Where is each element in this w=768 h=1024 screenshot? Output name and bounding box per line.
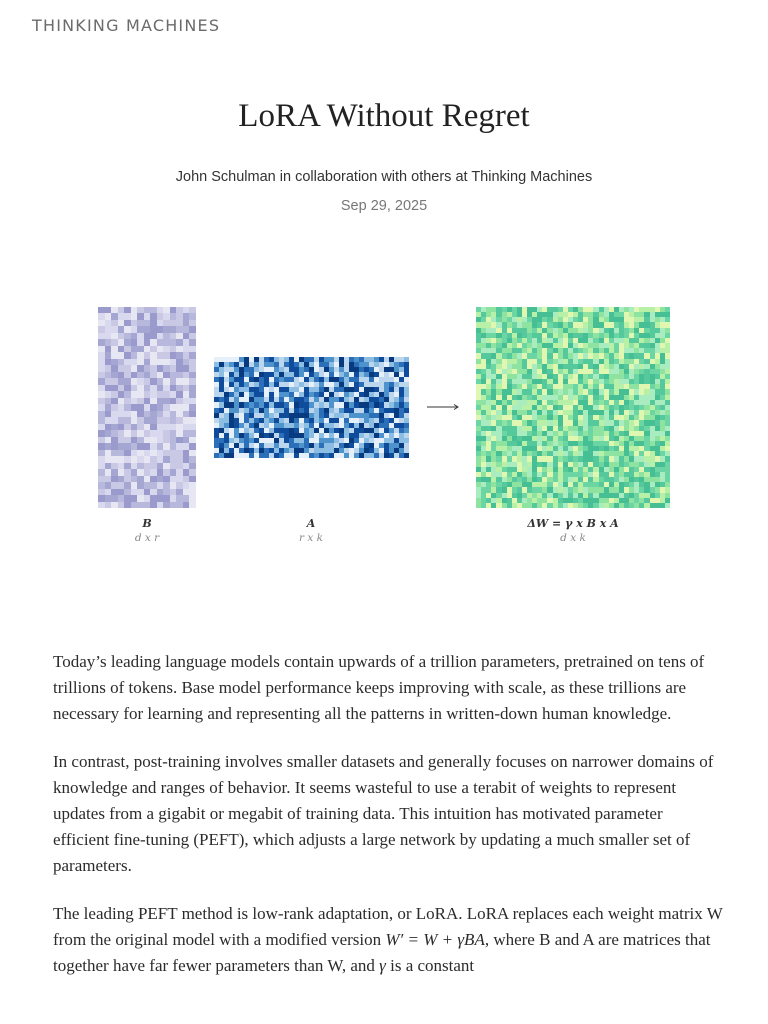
matrix-b-dims: d x r xyxy=(134,532,160,544)
matrix-a-heatmap xyxy=(214,357,409,458)
paragraph-2: In contrast, post-training involves smaller datasets and generally focuses on narrower domains of knowledge and ranges of behavior. It seems wasteful to use a terabit of weights to represent updates from a gigabit or megabit of training data. This intuition has motivated parameter efficient fine-tuning (PEFT), which adjusts a large network by updating a much smaller set of parameters. xyxy=(53,752,714,875)
matrix-b-label: B xyxy=(142,517,152,530)
site-brand-logo[interactable]: THINKING MACHINES xyxy=(32,16,221,35)
gamma-symbol: γ xyxy=(379,956,386,975)
heatmap-cell xyxy=(189,502,196,508)
delta-w-dims: d x k xyxy=(560,532,586,544)
heatmap-cell xyxy=(404,453,409,458)
lora-formula: W′ = W + γBA xyxy=(385,930,485,949)
heatmap-cell xyxy=(665,503,670,508)
paragraph-3-part-2: , where B and A are matrices that together have far fewer parameters than W, and xyxy=(53,930,711,975)
paragraph-3 xyxy=(53,901,723,979)
delta-w-label: ΔW = γ x B x A xyxy=(527,517,619,530)
paragraph-3-part-1: The leading PEFT method is low-rank adaptation, or LoRA. LoRA replaces each weight matrix W from the original model with a modified version xyxy=(53,904,723,949)
paragraph-3-part-3: is a constant xyxy=(385,956,475,975)
matrix-a-label: A xyxy=(306,517,316,530)
paragraph-1: Today’s leading language models contain upwards of a trillion parameters, pretrained on tens of trillions of tokens. Base model performance keeps improving with scale, as these trillions are necessary for learning and representing all the patterns in written-down human knowledge. xyxy=(53,652,705,723)
delta-w-heatmap xyxy=(476,307,670,508)
post-date: Sep 29, 2025 xyxy=(340,198,428,214)
post-byline: John Schulman in collaboration with others at Thinking Machines xyxy=(175,169,593,185)
post-title: LoRA Without Regret xyxy=(238,98,530,134)
matrix-a-dims: r x k xyxy=(299,532,323,544)
matrix-b-heatmap xyxy=(98,307,196,508)
article-body xyxy=(53,649,723,1001)
right-arrow-icon xyxy=(426,399,460,415)
